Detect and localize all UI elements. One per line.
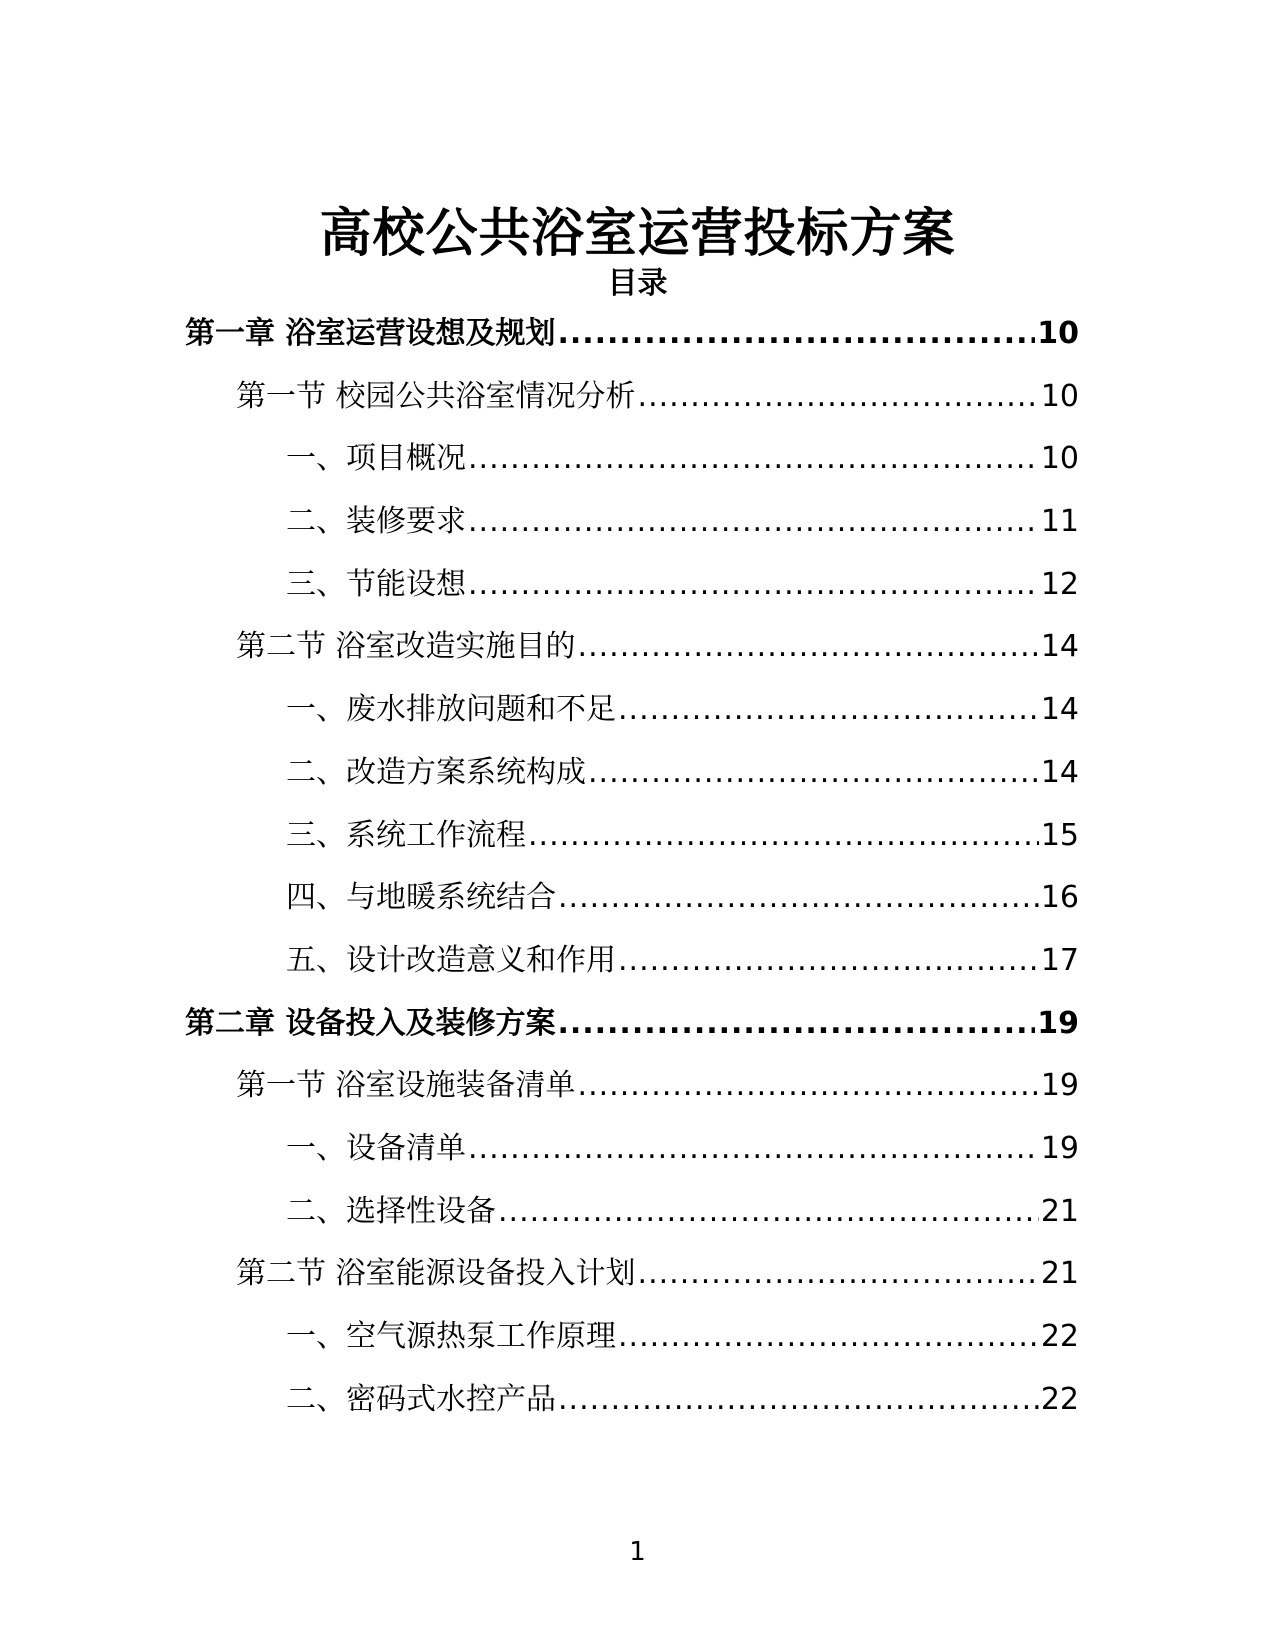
toc-dot-leader <box>558 880 1039 916</box>
toc-entry-page: 11 <box>1040 504 1079 540</box>
toc-dot-leader <box>557 316 1035 352</box>
toc-heading: 目录 <box>607 266 668 301</box>
toc-entry-text: 第一节 浴室设施装备清单 <box>236 1068 576 1104</box>
toc-entry-page: 14 <box>1040 692 1079 728</box>
toc-entry-subsection[interactable] <box>0 567 1275 630</box>
toc-entry-page: 10 <box>1040 441 1079 477</box>
toc-dot-leader <box>618 692 1039 728</box>
toc-dot-leader <box>468 1131 1039 1167</box>
toc-entry-page: 19 <box>1037 1005 1079 1041</box>
toc-entry-text: 二、选择性设备 <box>286 1193 496 1229</box>
toc-entry-page: 16 <box>1040 880 1079 916</box>
toc-dot-leader <box>588 755 1039 791</box>
toc-entry-text: 一、项目概况 <box>286 441 466 477</box>
toc-entry-text: 三、节能设想 <box>286 566 466 602</box>
toc-entry-subsection[interactable] <box>0 880 1275 943</box>
toc-entry-chapter[interactable] <box>0 316 1275 379</box>
toc-dot-leader <box>468 441 1039 477</box>
toc-entry-subsection[interactable] <box>0 1194 1275 1257</box>
toc-entry-text: 二、装修要求 <box>286 504 466 540</box>
toc-dot-leader <box>638 379 1039 415</box>
toc-dot-leader <box>618 1319 1039 1355</box>
toc-dot-leader <box>557 1006 1035 1042</box>
toc-entry-subsection[interactable] <box>0 441 1275 504</box>
toc-entry-subsection[interactable] <box>0 504 1275 567</box>
page-number: 1 <box>629 1537 646 1567</box>
toc-entry-page: 14 <box>1040 754 1079 790</box>
toc-entry-text: 四、与地暖系统结合 <box>286 880 556 916</box>
toc-entry-section[interactable] <box>0 1068 1275 1131</box>
toc-entry-page: 15 <box>1040 817 1079 853</box>
toc-entry-page: 14 <box>1040 629 1079 665</box>
toc-dot-leader <box>578 629 1039 665</box>
toc-entry-text: 二、改造方案系统构成 <box>286 754 586 790</box>
toc-entry-text: 一、空气源热泵工作原理 <box>286 1319 616 1354</box>
toc-dot-leader <box>468 504 1039 540</box>
toc-dot-leader <box>528 818 1039 854</box>
toc-entry-page: 21 <box>1040 1193 1079 1229</box>
toc-dot-leader <box>558 1382 1039 1418</box>
toc-entry-text: 第一章 浴室运营设想及规划 <box>185 316 556 351</box>
toc-entry-page: 19 <box>1040 1130 1079 1166</box>
table-of-contents <box>0 316 1275 1444</box>
toc-dot-leader <box>498 1194 1039 1230</box>
toc-entry-section[interactable] <box>0 379 1275 442</box>
toc-entry-text: 第二章 设备投入及装修方案 <box>185 1005 556 1041</box>
toc-entry-page: 22 <box>1040 1319 1079 1354</box>
toc-entry-text: 第一节 校园公共浴室情况分析 <box>236 378 636 414</box>
toc-entry-page: 22 <box>1040 1381 1079 1417</box>
toc-entry-subsection[interactable] <box>0 943 1275 1006</box>
toc-dot-leader <box>638 1256 1039 1292</box>
toc-entry-chapter[interactable] <box>0 1006 1275 1069</box>
toc-entry-section[interactable] <box>0 1256 1275 1319</box>
toc-dot-leader <box>468 567 1039 603</box>
document-title: 高校公共浴室运营投标方案 <box>319 203 956 264</box>
toc-entry-section[interactable] <box>0 629 1275 692</box>
toc-entry-text: 三、系统工作流程 <box>286 817 526 853</box>
toc-entry-text: 一、废水排放问题和不足 <box>286 692 616 728</box>
toc-entry-page: 21 <box>1040 1256 1079 1292</box>
toc-dot-leader <box>578 1068 1039 1104</box>
toc-entry-subsection[interactable] <box>0 1131 1275 1194</box>
toc-entry-page: 10 <box>1037 316 1079 351</box>
toc-entry-text: 五、设计改造意义和作用 <box>286 942 616 978</box>
toc-dot-leader <box>618 943 1039 979</box>
toc-entry-subsection[interactable] <box>0 755 1275 818</box>
toc-entry-text: 第二节 浴室改造实施目的 <box>236 629 576 665</box>
toc-entry-page: 10 <box>1040 378 1079 414</box>
toc-entry-text: 二、密码式水控产品 <box>286 1381 556 1417</box>
toc-entry-page: 19 <box>1040 1068 1079 1104</box>
toc-entry-text: 第二节 浴室能源设备投入计划 <box>236 1256 636 1292</box>
toc-entry-subsection[interactable] <box>0 818 1275 881</box>
toc-entry-subsection[interactable] <box>0 692 1275 755</box>
toc-entry-text: 一、设备清单 <box>286 1130 466 1166</box>
toc-entry-subsection[interactable] <box>0 1319 1275 1382</box>
toc-entry-page: 12 <box>1040 566 1079 602</box>
toc-entry-subsection[interactable] <box>0 1382 1275 1445</box>
toc-entry-page: 17 <box>1040 942 1079 978</box>
